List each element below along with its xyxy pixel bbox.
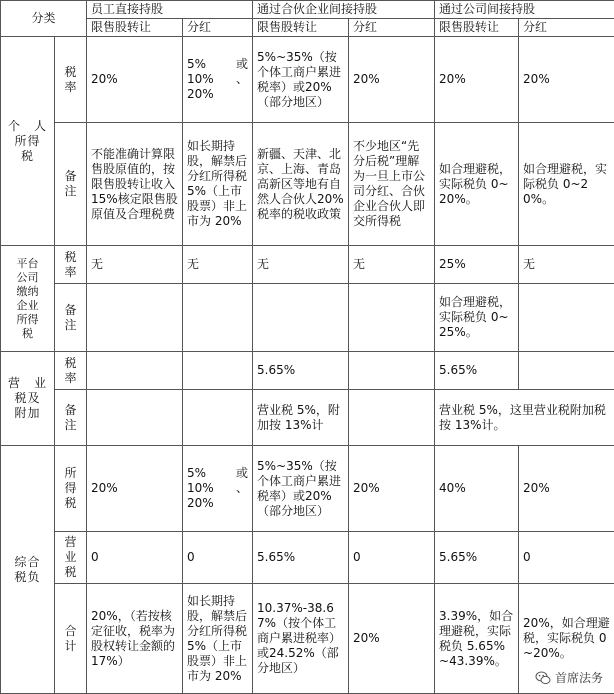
cell: 3.39%，如合理避税，实际税负 5.65%~43.39%。	[435, 584, 519, 694]
cell: 不少地区“先分后税”理解为一旦上市公司分红、合伙企业合伙人即交所得税	[349, 123, 435, 246]
sublabel-note: 备 注	[55, 284, 87, 352]
cell: 20%	[435, 37, 519, 123]
col-header: 分红	[349, 19, 435, 37]
cell: 无	[519, 246, 614, 284]
cell	[87, 284, 183, 352]
cell: 5% 或 10% 、 20%	[183, 446, 253, 532]
cell	[87, 352, 183, 390]
cell	[183, 352, 253, 390]
cell: 如长期持股，解禁后分红所得税 5%（上市股票）非上市为 20%	[183, 584, 253, 694]
cell: 20%	[349, 584, 435, 694]
cell: 无	[349, 246, 435, 284]
header-group-partnership: 通过合伙企业间接持股	[253, 1, 435, 19]
cell: 5.65%	[253, 532, 349, 584]
cell: 如合理避税，实际税负 0~20%。	[519, 123, 614, 246]
cell: 5.65%	[435, 532, 519, 584]
header-group-company: 通过公司间接持股	[435, 1, 614, 19]
cell: 5%~35%（按个体工商户累进税率）或20%（部分地区）	[253, 37, 349, 123]
cell: 20%，如合理避税，实际税负 0~20%。	[519, 584, 614, 694]
wechat-icon	[535, 670, 551, 686]
cell: 营业税 5%，这里营业税附加税按 13%计。	[435, 390, 614, 446]
watermark-text: 首席法务	[554, 671, 603, 685]
cell: 如长期持股，解禁后分红所得税 5%（上市股票）非上市为 20%	[183, 123, 253, 246]
header-category: 分类	[1, 1, 87, 37]
cell	[349, 352, 435, 390]
sublabel-note: 备 注	[55, 390, 87, 446]
cell: 0	[519, 532, 614, 584]
cell: 20%，（若按核定征收，税率为股权转让金额的17%）	[87, 584, 183, 694]
cell: 0	[87, 532, 183, 584]
cell: 20%	[87, 446, 183, 532]
cell	[183, 284, 253, 352]
cell: 10.37%-38.67%（按个体工商户累进税率）或24.52%（部分地区）	[253, 584, 349, 694]
sublabel-rate: 税 率	[55, 352, 87, 390]
cell: 20%	[519, 37, 614, 123]
cell: 营业税 5%，附加按 13%计	[253, 390, 349, 446]
cell	[349, 284, 435, 352]
cell: 0	[349, 532, 435, 584]
cell: 5%~35%（按个体工商户累进税率）或20%（部分地区）	[253, 446, 349, 532]
sublabel-rate: 税 率	[55, 37, 87, 123]
cell: 20%	[349, 37, 435, 123]
cell: 无	[183, 246, 253, 284]
cell: 无	[87, 246, 183, 284]
cell	[87, 390, 183, 446]
cell	[349, 390, 435, 446]
cell: 20%	[87, 37, 183, 123]
sublabel-business-tax: 营业 税	[55, 532, 87, 584]
sublabel-sum: 合 计	[55, 584, 87, 694]
section-platform-cit: 平台 公司 缴纳 企业 所得 税	[1, 246, 55, 352]
cell: 如合理避税，实际税负 0~25%。	[435, 284, 519, 352]
cell: 无	[253, 246, 349, 284]
sublabel-note: 备 注	[55, 123, 87, 246]
cell: 40%	[435, 446, 519, 532]
watermark	[532, 668, 606, 687]
section-personal-income-tax: 个 人 所得 税	[1, 37, 55, 246]
cell: 20%	[519, 446, 614, 532]
cell: 5% 或 10% 、 20%	[183, 37, 253, 123]
col-header: 分红	[183, 19, 253, 37]
cell: 5.65%	[435, 352, 519, 390]
sublabel-income-tax: 所得 税	[55, 446, 87, 532]
cell	[253, 284, 349, 352]
cell	[183, 390, 253, 446]
cell	[519, 352, 614, 390]
cell: 不能准确计算限售股原值的，按限售股转让收入15%核定限售股原值及合理税费	[87, 123, 183, 246]
col-header: 限售股转让	[87, 19, 183, 37]
cell: 新疆、天津、北京、上海、青岛高新区等地有自然人合伙人20%税率的税收政策	[253, 123, 349, 246]
col-header: 限售股转让	[253, 19, 349, 37]
col-header: 分红	[519, 19, 614, 37]
cell: 5.65%	[253, 352, 349, 390]
section-total-burden: 综合 税负	[1, 446, 55, 694]
cell: 0	[183, 532, 253, 584]
cell: 如合理避税，实际税负 0~20%。	[435, 123, 519, 246]
section-business-tax: 营 业 税及 附加	[1, 352, 55, 446]
cell: 25%	[435, 246, 519, 284]
cell: 20%	[349, 446, 435, 532]
sublabel-rate: 税 率	[55, 246, 87, 284]
col-header: 限售股转让	[435, 19, 519, 37]
cell	[519, 284, 614, 352]
header-group-direct: 员工直接持股	[87, 1, 253, 19]
